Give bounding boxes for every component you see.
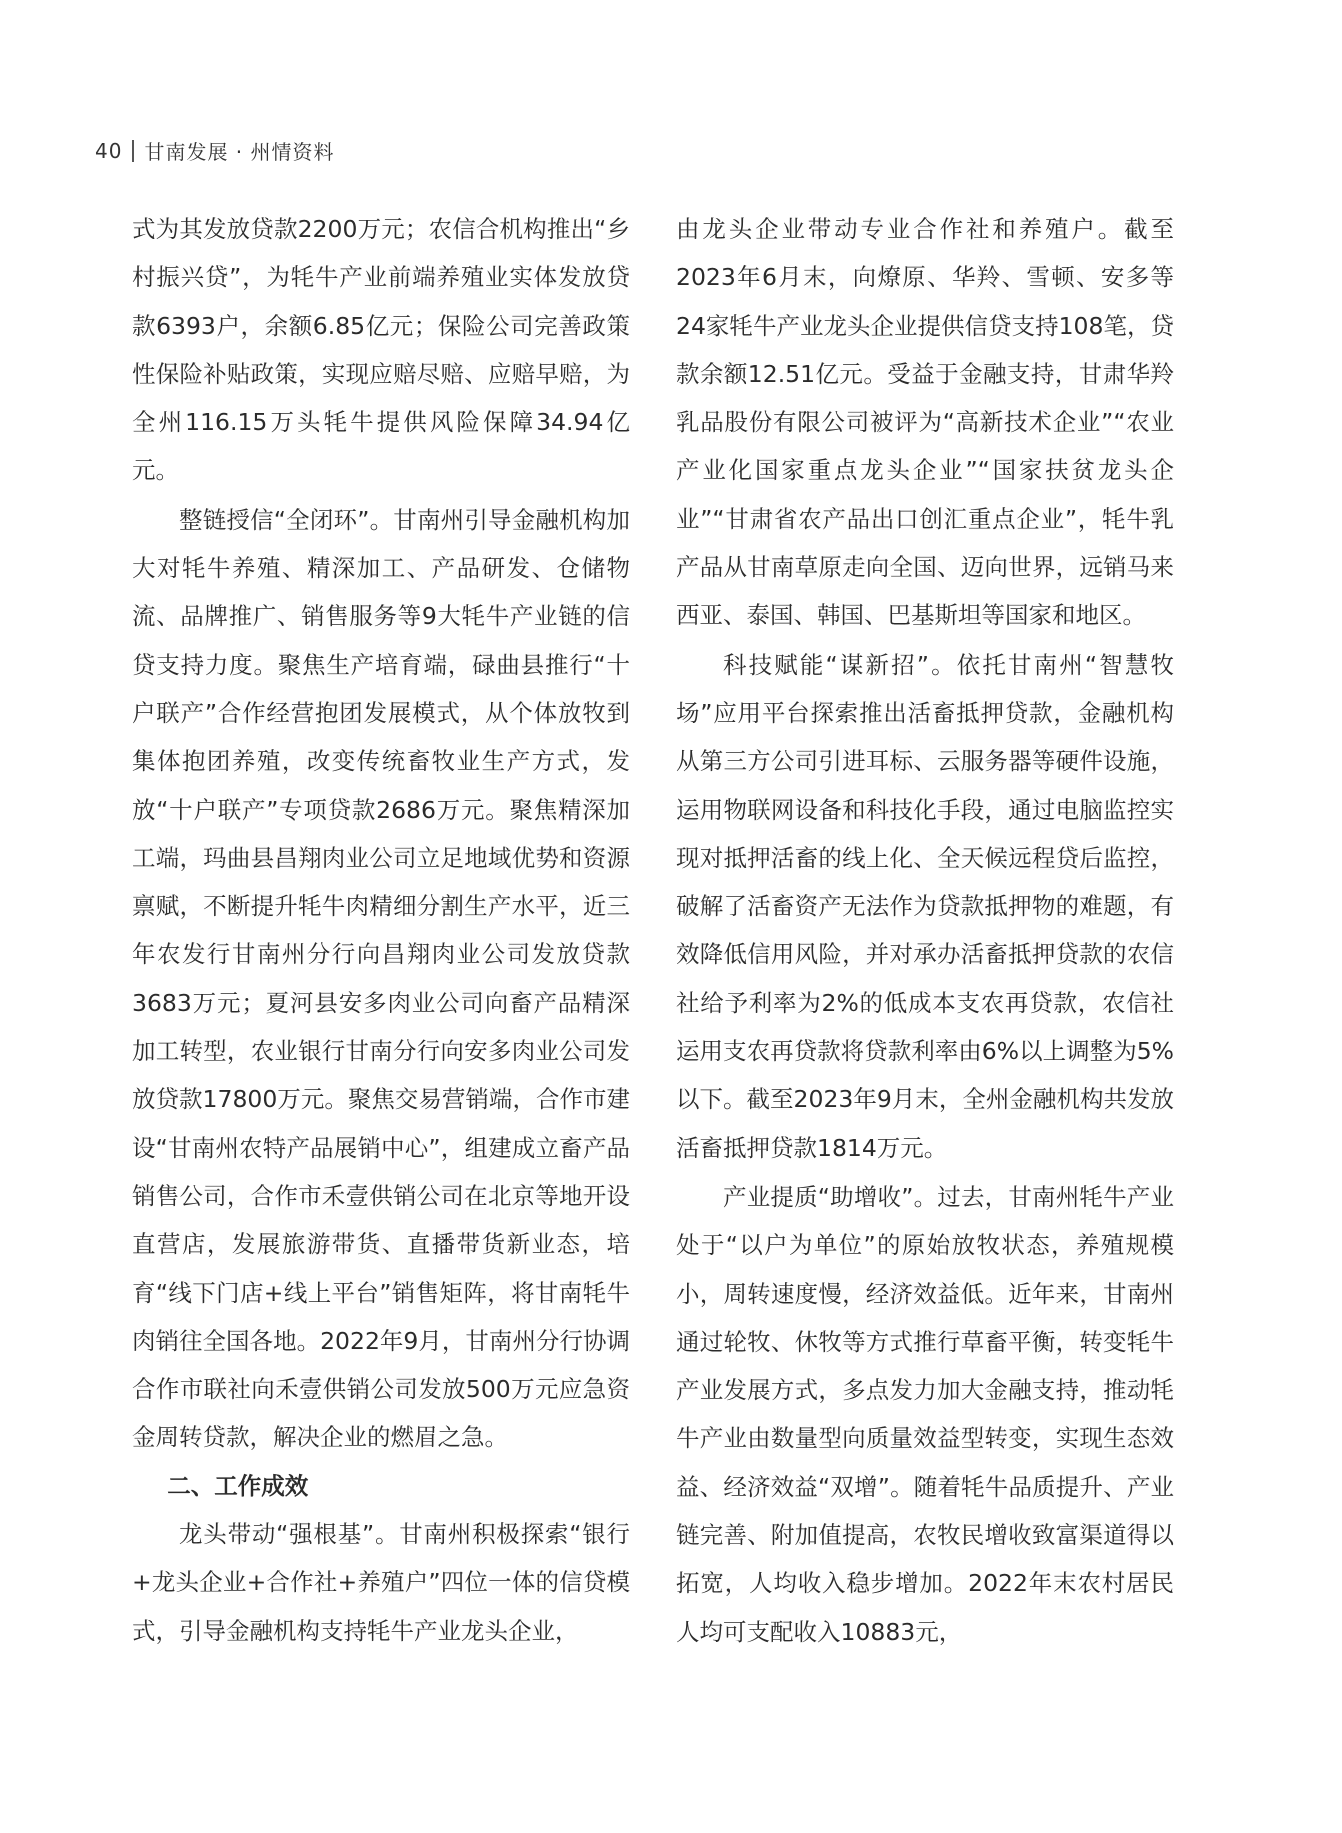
paragraph-leading-enterprises-continued: 由龙头企业带动专业合作社和养殖户。截至2023年6月末，向燎原、华羚、雪顿、安多等24家牦牛产业龙头企业提供信贷支持108笔，贷款余额12.51亿元。受益于金融支持，甘肃华羚乳品股份有限公司被评为“高新技术企业”“农业产业化国家重点龙头企业”“国家扶贫龙头企业”“甘肃省农产品出口创汇重点企业”，牦牛乳产品从甘南草原走向全国、迈向世界，远销马来西亚、泰国、韩国、巴基斯坦等国家和地区。 xyxy=(676,215,1174,630)
publication-title: 甘南发展 · 州情资料 xyxy=(144,140,335,164)
page-number: 40 xyxy=(95,138,123,163)
running-header xyxy=(95,136,335,165)
paragraph-tech-empowerment: 科技赋能“谋新招”。依托甘南州“智慧牧场”应用平台探索推出活畜抵押贷款，金融机构从第三方公司引进耳标、云服务器等硬件设施，运用物联网设备和科技化手段，通过电脑监控实现对抵押活畜的线上化、全天候远程贷后监控，破解了活畜资产无法作为贷款抵押物的难题，有效降低信用风险，并对承办活畜抵押贷款的农信社给予利率为2%的低成本支农再贷款，农信社运用支农再贷款将贷款利率由6%以上调整为5%以下。截至2023年9月末，全州金融机构共发放活畜抵押贷款1814万元。 xyxy=(676,650,1174,1162)
left-column xyxy=(132,205,630,1655)
paragraph-full-chain-credit: 整链授信“全闭环”。甘南州引导金融机构加大对牦牛养殖、精深加工、产品研发、仓储物流、品牌推广、销售服务等9大牦牛产业链的信贷支持力度。聚焦生产培育端，碌曲县推行“十户联产”合作经营抱团发展模式，从个体放牧到集体抱团养殖，改变传统畜牧业生产方式，发放“十户联产”专项贷款2686万元。聚焦精深加工端，玛曲县昌翔肉业公司立足地域优势和资源禀赋，不断提升牦牛肉精细分割生产水平，近三年农发行甘南州分行向昌翔肉业公司发放贷款3683万元；夏河县安多肉业公司向畜产品精深加工转型，农业银行甘南分行向安多肉业公司发放贷款17800万元。聚焦交易营销端，合作市建设“甘南州农特产品展销中心”，组建成立畜产品销售公司，合作市禾壹供销公司在北京等地开设直营店，发展旅游带货、直播带货新业态，培育“线下门店+线上平台”销售矩阵，将甘南牦牛肉销往全国各地。2022年9月，甘南州分行协调合作市联社向禾壹供销公司发放500万元应急资金周转贷款，解决企业的燃眉之急。 xyxy=(132,505,630,1452)
paragraph-leading-enterprises: 龙头带动“强根基”。甘南州积极探索“银行+龙头企业+合作社+养殖户”四位一体的信贷模式，引导金融机构支持牦牛产业龙头企业， xyxy=(132,1520,630,1645)
paragraph-financing-continued: 式为其发放贷款2200万元；农信合机构推出“乡村振兴贷”，为牦牛产业前端养殖业实体发放贷款6393户，余额6.85亿元；保险公司完善政策性保险补贴政策，实现应赔尽赔、应赔早赔，为全州116.15万头牦牛提供风险保障34.94亿元。 xyxy=(132,215,630,485)
header-divider xyxy=(132,140,134,162)
right-column xyxy=(676,205,1174,1656)
paragraph-industry-upgrade: 产业提质“助增收”。过去，甘南州牦牛产业处于“以户为单位”的原始放牧状态，养殖规模小，周转速度慢，经济效益低。近年来，甘南州通过轮牧、休牧等方式推行草畜平衡，转变牦牛产业发展方式，多点发力加大金融支持，推动牦牛产业由数量型向质量效益型转变，实现生态效益、经济效益“双增”。随着牦牛品质提升、产业链完善、附加值提高，农牧民增收致富渠道得以拓宽，人均收入稳步增加。2022年末农村居民人均可支配收入10883元， xyxy=(676,1182,1174,1646)
section-heading-achievements: 二、工作成效 xyxy=(167,1471,309,1500)
